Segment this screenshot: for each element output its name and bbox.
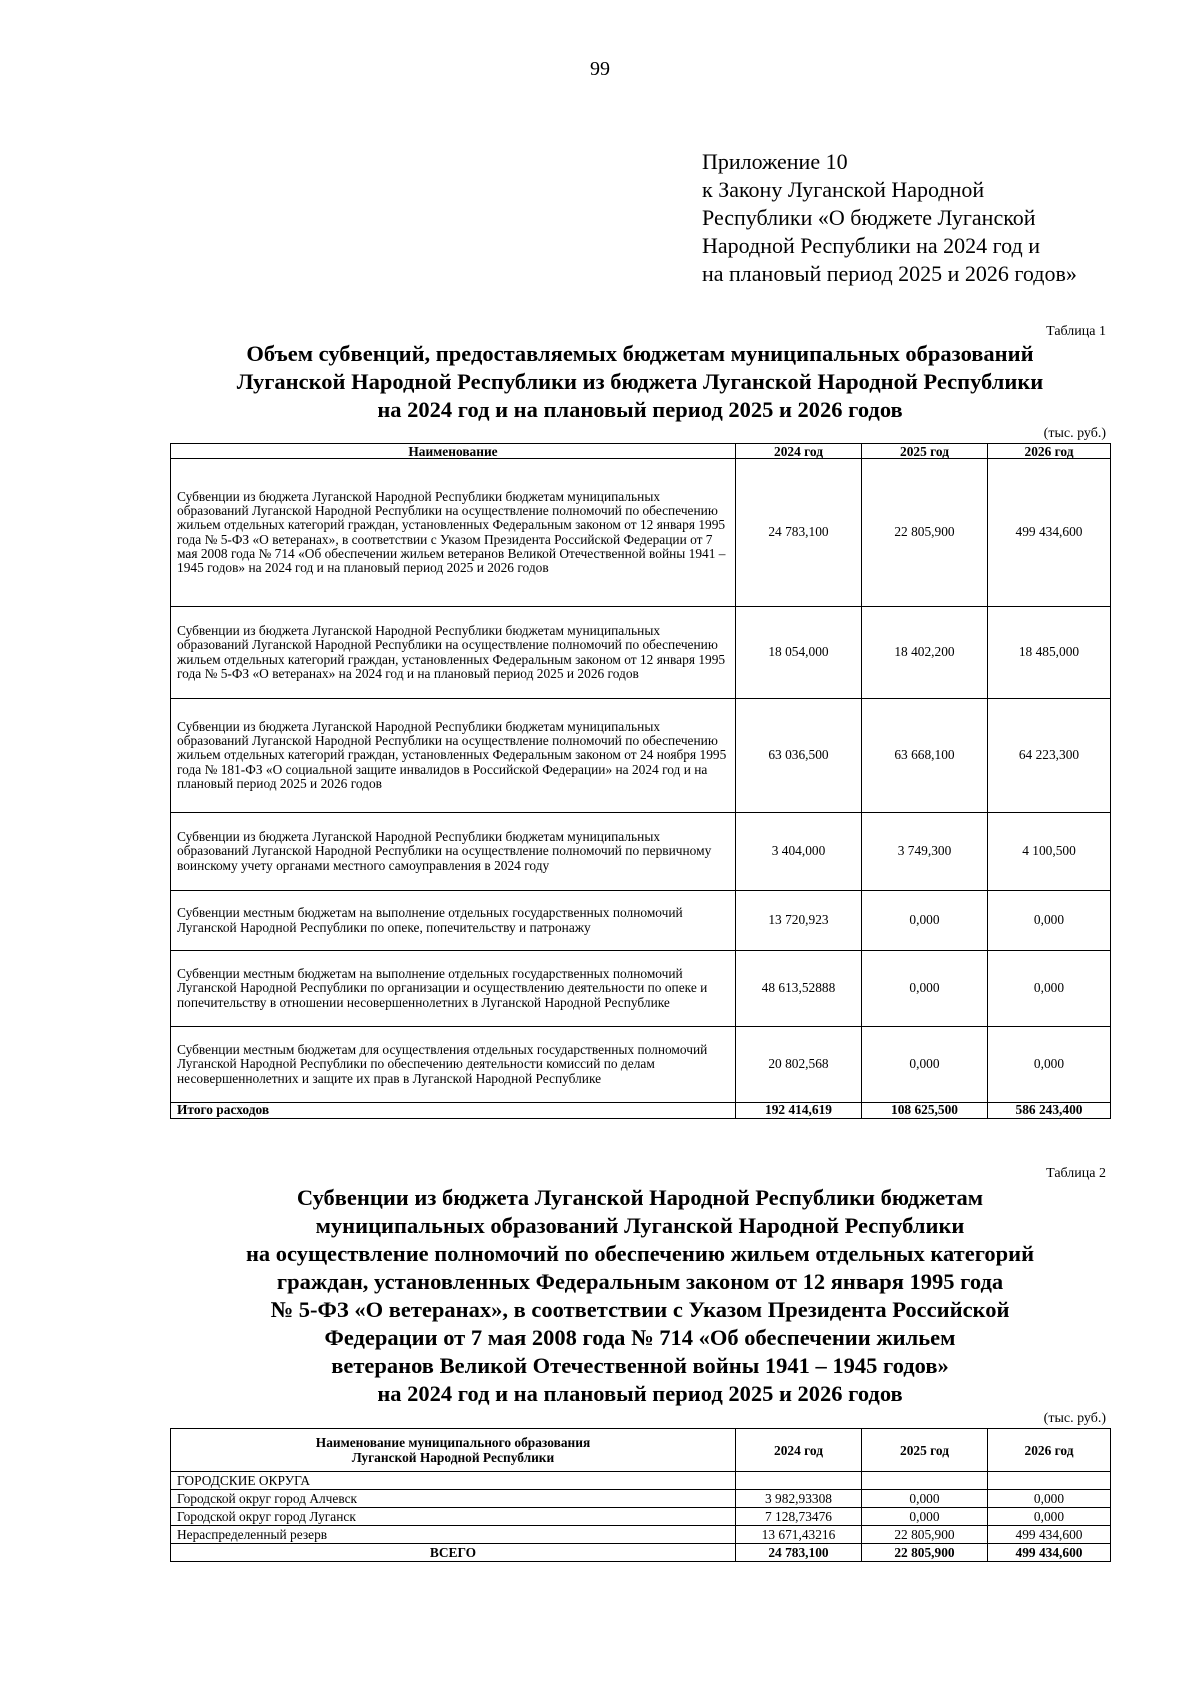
row-name: Городской округ город Алчевск <box>171 1490 736 1508</box>
page-number: 99 <box>590 58 610 80</box>
row-2025: 0,000 <box>862 1027 988 1103</box>
table2-label: Таблица 2 <box>1046 1166 1106 1181</box>
table1-title <box>170 340 1110 424</box>
table2-header-row <box>171 1429 1111 1472</box>
table2-total-row <box>171 1544 1111 1562</box>
row-2025: 0,000 <box>862 951 988 1027</box>
table1-title-line: Объем субвенций, предоставляемых бюджетам муниципальных образований <box>246 341 1034 366</box>
section-name: ГОРОДСКИЕ ОКРУГА <box>171 1472 736 1490</box>
table1-label: Таблица 1 <box>1046 324 1106 339</box>
row-2025: 3 749,300 <box>862 813 988 891</box>
table-row <box>171 699 1111 813</box>
row-2024: 18 054,000 <box>736 607 862 699</box>
table2-title-line: Субвенции из бюджета Луганской Народной Республики бюджетам <box>296 1185 984 1210</box>
total-2025: 108 625,500 <box>862 1103 988 1119</box>
row-2026: 0,000 <box>988 1490 1111 1508</box>
table1-total-row <box>171 1103 1111 1119</box>
header-2024: 2024 год <box>736 444 862 459</box>
row-2024: 3 982,93308 <box>736 1490 862 1508</box>
table2-title-line: на осуществление полномочий по обеспечению жильем отдельных категорий <box>245 1241 1035 1266</box>
row-2025: 22 805,900 <box>862 1526 988 1544</box>
total-name: Итого расходов <box>171 1103 736 1119</box>
table2-units: (тыс. руб.) <box>1043 1411 1106 1426</box>
table1-title-line: Луганской Народной Республики из бюджета Луганской Народной Республики <box>236 369 1044 394</box>
section-row <box>171 1472 1111 1490</box>
row-2025: 0,000 <box>862 891 988 951</box>
table-row <box>171 951 1111 1027</box>
total-2026: 499 434,600 <box>988 1544 1111 1562</box>
table2-title-line: № 5-ФЗ «О ветеранах», в соответствии с Указом Президента Российской <box>270 1297 1010 1322</box>
row-2024: 3 404,000 <box>736 813 862 891</box>
row-2026: 0,000 <box>988 1027 1111 1103</box>
header-2025: 2025 год <box>862 444 988 459</box>
table-row <box>171 813 1111 891</box>
total-2025: 22 805,900 <box>862 1544 988 1562</box>
empty-cell <box>862 1472 988 1490</box>
header-municipality <box>171 1429 736 1472</box>
appendix-line: на плановый период 2025 и 2026 годов» <box>702 261 1077 286</box>
row-name: Субвенции из бюджета Луганской Народной Республики бюджетам муниципальных образований Луганской Народной Республики на осуществление полномочий по обеспечению жильем отдельных категорий граждан, установленных Федеральным законом от 24 ноября 1995 года № 181-ФЗ «О социальной защите инвалидов в Российской Федерации» на 2024 год и на плановый период 2025 и 2026 годов <box>171 699 736 813</box>
appendix-line: к Закону Луганской Народной <box>702 177 985 202</box>
row-2024: 63 036,500 <box>736 699 862 813</box>
row-2026: 0,000 <box>988 951 1111 1027</box>
row-2024: 48 613,52888 <box>736 951 862 1027</box>
row-name: Субвенции из бюджета Луганской Народной Республики бюджетам муниципальных образований Луганской Народной Республики на осуществление полномочий по обеспечению жильем отдельных категорий граждан, установленных Федеральным законом от 12 января 1995 года № 5-ФЗ «О ветеранах», в соответствии с Указом Президента Российской Федерации от 7 мая 2008 года № 714 «Об обеспечении жильем ветеранов Великой Отечественной войны 1941 – 1945 годов» на 2024 год и на плановый период 2025 и 2026 годов <box>171 459 736 607</box>
row-2025: 0,000 <box>862 1490 988 1508</box>
header-2024: 2024 год <box>736 1429 862 1472</box>
table-row <box>171 1508 1111 1526</box>
table-row <box>171 459 1111 607</box>
row-2024: 13 671,43216 <box>736 1526 862 1544</box>
row-2025: 22 805,900 <box>862 459 988 607</box>
row-2024: 13 720,923 <box>736 891 862 951</box>
row-2026: 0,000 <box>988 1508 1111 1526</box>
appendix-note <box>702 148 1077 288</box>
table2-title-line: граждан, установленных Федеральным законом от 12 января 1995 года <box>276 1269 1004 1294</box>
header-2026: 2026 год <box>988 444 1111 459</box>
total-name: ВСЕГО <box>171 1544 736 1562</box>
table1 <box>170 443 1111 1119</box>
table-row <box>171 1490 1111 1508</box>
table1-header-row <box>171 444 1111 459</box>
table-row <box>171 891 1111 951</box>
row-name: Нераспределенный резерв <box>171 1526 736 1544</box>
table-row <box>171 1526 1111 1544</box>
row-2026: 64 223,300 <box>988 699 1111 813</box>
appendix-line: Приложение 10 <box>702 149 848 174</box>
table2-title-line: Федерации от 7 мая 2008 года № 714 «Об обеспечении жильем <box>324 1325 956 1350</box>
row-name: Субвенции местным бюджетам на выполнение отдельных государственных полномочий Луганской Народной Республики по опеке, попечительству и патронажу <box>171 891 736 951</box>
row-2024: 24 783,100 <box>736 459 862 607</box>
row-2026: 0,000 <box>988 891 1111 951</box>
header-2026: 2026 год <box>988 1429 1111 1472</box>
table2-title <box>170 1184 1110 1408</box>
table1-units: (тыс. руб.) <box>1043 426 1106 441</box>
total-2024: 24 783,100 <box>736 1544 862 1562</box>
row-2024: 7 128,73476 <box>736 1508 862 1526</box>
row-2025: 18 402,200 <box>862 607 988 699</box>
row-2024: 20 802,568 <box>736 1027 862 1103</box>
row-2026: 499 434,600 <box>988 459 1111 607</box>
table-row <box>171 1027 1111 1103</box>
row-2026: 499 434,600 <box>988 1526 1111 1544</box>
table2 <box>170 1428 1111 1562</box>
row-2025: 63 668,100 <box>862 699 988 813</box>
table2-title-line: муниципальных образований Луганской Народной Республики <box>315 1213 965 1238</box>
appendix-line: Республики «О бюджете Луганской <box>702 205 1036 230</box>
table2-title-line: на 2024 год и на плановый период 2025 и 2026 годов <box>377 1381 903 1406</box>
row-2025: 0,000 <box>862 1508 988 1526</box>
header-municipality-line: Луганской Народной Республики <box>351 1450 555 1465</box>
table-row <box>171 607 1111 699</box>
total-2026: 586 243,400 <box>988 1103 1111 1119</box>
row-name: Субвенции местным бюджетам для осуществления отдельных государственных полномочий Луганской Народной Республики по обеспечению деятельности комиссий по делам несовершеннолетних и защите их прав в Луганской Народной Республике <box>171 1027 736 1103</box>
row-name: Субвенции из бюджета Луганской Народной Республики бюджетам муниципальных образований Луганской Народной Республики на осуществление полномочий по обеспечению жильем отдельных категорий граждан, установленных Федеральным законом от 12 января 1995 года № 5-ФЗ «О ветеранах» на 2024 год и на плановый период 2025 и 2026 годов <box>171 607 736 699</box>
appendix-line: Народной Республики на 2024 год и <box>702 233 1040 258</box>
empty-cell <box>988 1472 1111 1490</box>
table2-title-line: ветеранов Великой Отечественной войны 1941 – 1945 годов» <box>331 1353 949 1378</box>
header-municipality-line: Наименование муниципального образования <box>315 1435 591 1450</box>
table1-title-line: на 2024 год и на плановый период 2025 и 2026 годов <box>377 397 903 422</box>
row-2026: 18 485,000 <box>988 607 1111 699</box>
header-name: Наименование <box>171 444 736 459</box>
row-name: Субвенции из бюджета Луганской Народной Республики бюджетам муниципальных образований Луганской Народной Республики на осуществление полномочий по первичному воинскому учету органами местного самоуправления в 2024 году <box>171 813 736 891</box>
row-name: Субвенции местным бюджетам на выполнение отдельных государственных полномочий Луганской Народной Республики по организации и осуществлению деятельности по опеке и попечительству в отношении несовершеннолетних в Луганской Народной Республике <box>171 951 736 1027</box>
row-2026: 4 100,500 <box>988 813 1111 891</box>
row-name: Городской округ город Луганск <box>171 1508 736 1526</box>
empty-cell <box>736 1472 862 1490</box>
total-2024: 192 414,619 <box>736 1103 862 1119</box>
header-2025: 2025 год <box>862 1429 988 1472</box>
